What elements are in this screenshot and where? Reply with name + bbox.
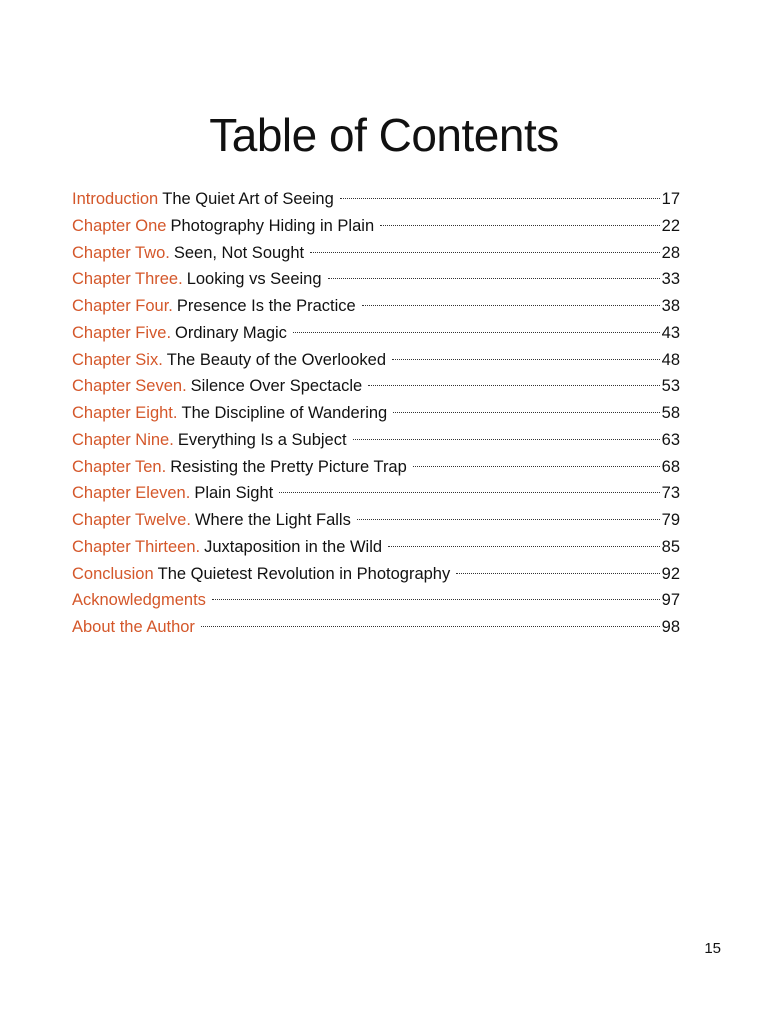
toc-entry[interactable] xyxy=(72,507,680,534)
toc-entry-label: Chapter Ten. xyxy=(72,457,167,476)
toc-entry-page: 98 xyxy=(661,618,680,636)
toc-entry-title: Ordinary Magic xyxy=(175,323,287,342)
toc-entry-page: 73 xyxy=(661,484,680,503)
toc-entry[interactable] xyxy=(72,534,680,561)
dot-leader xyxy=(380,225,660,226)
dot-leader xyxy=(388,546,660,547)
toc-entry-title: The Quiet Art of Seeing xyxy=(162,190,334,208)
toc-entry-label: Chapter Seven. xyxy=(72,377,187,396)
toc-entry-label: Chapter Twelve. xyxy=(72,511,191,529)
toc-entry-label: Chapter One xyxy=(72,216,167,235)
toc-entry[interactable] xyxy=(72,427,680,454)
toc-entry[interactable] xyxy=(72,480,680,507)
toc-entry-title: Resisting the Pretty Picture Trap xyxy=(170,457,407,476)
toc-entry-page: 17 xyxy=(661,190,680,208)
dot-leader xyxy=(328,278,660,279)
toc-entry-page: 63 xyxy=(661,430,680,449)
dot-leader xyxy=(353,439,660,440)
toc-entry-label: Conclusion xyxy=(72,564,154,583)
dot-leader xyxy=(340,198,660,199)
toc-entry-title: Where the Light Falls xyxy=(194,511,351,529)
toc-entry-label: Chapter Thirteen. xyxy=(72,537,201,556)
dot-leader xyxy=(362,305,660,306)
table-of-contents xyxy=(72,186,680,641)
toc-entry-label: About the Author xyxy=(72,618,195,636)
dot-leader xyxy=(310,252,660,253)
toc-entry[interactable] xyxy=(72,373,680,400)
toc-entry-page: 28 xyxy=(661,243,680,262)
dot-leader xyxy=(456,573,659,574)
toc-entry[interactable] xyxy=(72,213,680,240)
toc-entry-page: 38 xyxy=(661,297,680,315)
toc-entry[interactable] xyxy=(72,266,680,293)
toc-entry-title: The Discipline of Wandering xyxy=(181,404,388,422)
toc-entry-page: 53 xyxy=(661,377,680,396)
dot-leader xyxy=(357,519,660,520)
dot-leader xyxy=(293,332,660,333)
toc-entry-label: Acknowledgments xyxy=(72,591,206,610)
toc-entry-title: The Quietest Revolution in Photography xyxy=(157,564,451,583)
dot-leader xyxy=(392,359,660,360)
toc-entry-page: 79 xyxy=(661,511,680,529)
toc-entry-title: Presence Is the Practice xyxy=(176,297,356,315)
toc-entry-label: Chapter Three. xyxy=(72,270,183,289)
toc-entry[interactable] xyxy=(72,400,680,427)
toc-entry-title: The Beauty of the Overlooked xyxy=(166,350,387,369)
toc-entry[interactable] xyxy=(72,614,680,641)
toc-entry-page: 85 xyxy=(661,537,680,556)
toc-entry[interactable] xyxy=(72,293,680,320)
toc-entry-label: Chapter Eight. xyxy=(72,404,178,422)
toc-entry-title: Plain Sight xyxy=(194,484,274,503)
toc-entry-label: Chapter Two. xyxy=(72,243,170,262)
dot-leader xyxy=(413,466,660,467)
toc-entry[interactable] xyxy=(72,454,680,481)
toc-entry[interactable] xyxy=(72,347,680,374)
toc-entry-label: Chapter Six. xyxy=(72,350,163,369)
toc-entry[interactable] xyxy=(72,587,680,614)
toc-entry-page: 92 xyxy=(661,564,680,583)
toc-entry-page: 33 xyxy=(661,270,680,289)
toc-entry-title: Seen, Not Sought xyxy=(173,243,305,262)
dot-leader xyxy=(212,599,660,600)
dot-leader xyxy=(279,492,659,493)
dot-leader xyxy=(393,412,659,413)
toc-entry[interactable] xyxy=(72,561,680,588)
toc-entry-label: Chapter Four. xyxy=(72,297,173,315)
toc-entry-page: 48 xyxy=(661,350,680,369)
toc-entry-title: Everything Is a Subject xyxy=(177,430,347,449)
toc-entry-page: 22 xyxy=(661,216,680,235)
page-number: 15 xyxy=(704,940,721,957)
toc-entry[interactable] xyxy=(72,240,680,267)
page-title: Table of Contents xyxy=(209,109,559,161)
dot-leader xyxy=(368,385,659,386)
toc-entry[interactable] xyxy=(72,186,680,213)
toc-entry-title: Juxtaposition in the Wild xyxy=(204,537,383,556)
toc-entry-page: 58 xyxy=(661,404,680,422)
toc-entry-title: Photography Hiding in Plain xyxy=(170,216,375,235)
toc-entry-label: Chapter Five. xyxy=(72,323,172,342)
toc-entry-label: Chapter Eleven. xyxy=(72,484,191,503)
toc-entry-page: 43 xyxy=(661,323,680,342)
toc-entry[interactable] xyxy=(72,320,680,347)
dot-leader xyxy=(201,626,660,627)
toc-entry-page: 97 xyxy=(661,591,680,610)
toc-entry-page: 68 xyxy=(661,457,680,476)
toc-entry-label: Introduction xyxy=(72,190,159,208)
toc-entry-title: Looking vs Seeing xyxy=(186,270,322,289)
toc-entry-label: Chapter Nine. xyxy=(72,430,174,449)
toc-entry-title: Silence Over Spectacle xyxy=(190,377,363,396)
